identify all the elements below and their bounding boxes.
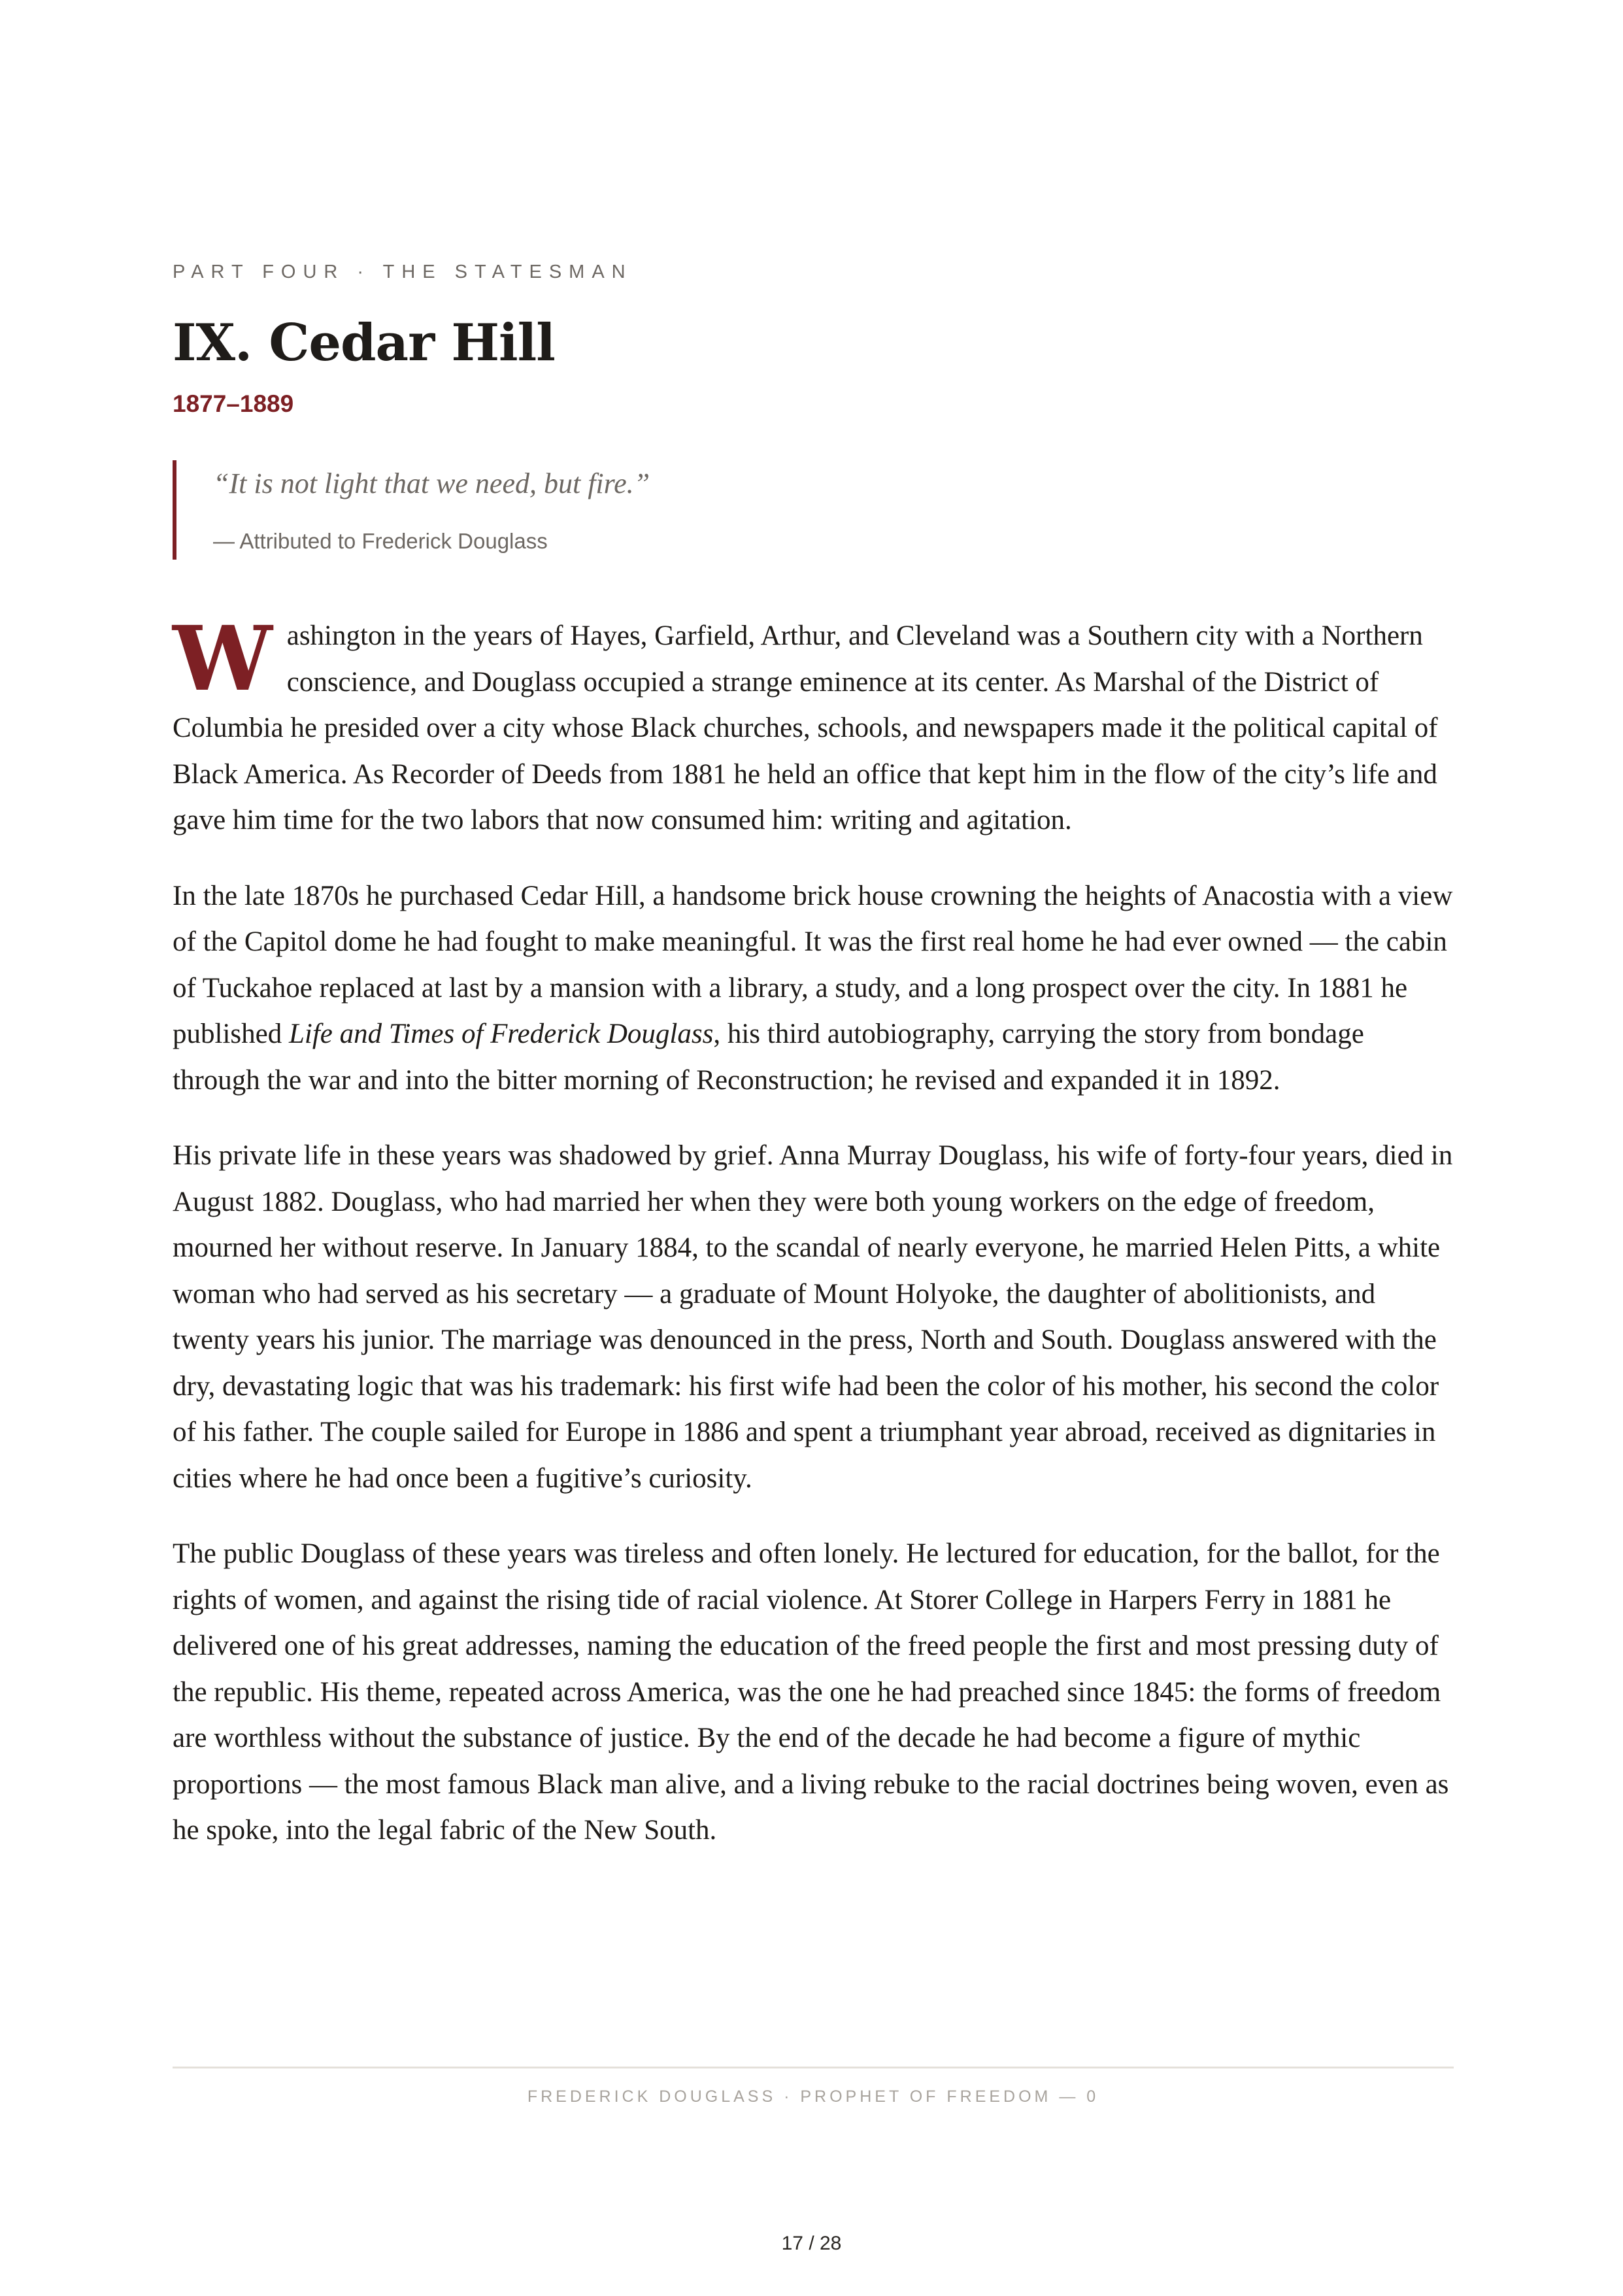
- chapter-title: IX. Cedar Hill: [173, 313, 555, 373]
- epigraph-attribution: — Attributed to Frederick Douglass: [213, 529, 548, 553]
- chapter-content: [173, 259, 1454, 1883]
- running-footer: FREDERICK DOUGLASS · PROPHET OF FREEDOM — 0: [527, 2087, 1099, 2106]
- body-paragraph-1: [173, 607, 1454, 844]
- part-kicker: PART FOUR · THE STATESMAN: [173, 262, 633, 282]
- paragraph-2-text-start: In the late 1870s he purchased Cedar Hill, a handsome brick house crowning the heights of Anacostia with a view of the Capitol dome he had fought to make meaningful. It was the first real home he had ever owned — the cabin of Tuckahoe replaced at last by a mansion with a library, a study, and a long prospect over the city. In 1881 he published: [173, 880, 1453, 1049]
- epigraph: [173, 460, 1454, 560]
- chapter-body: [173, 607, 1454, 1854]
- paragraph-1-text: ashington in the years of Hayes, Garfield, Arthur, and Cleveland was a Southern city with a Northern conscience, and Douglass occupied a strange eminence at its center. As Marshal of the District of Columbia he presided over a city whose Black churches, schools, and newspapers made it the political capital of Black America. As Recorder of Deeds from 1881 he held an office that kept him in the flow of the city’s life and gave him time for the two labors that now consumed him: writing and agitation.: [173, 620, 1438, 836]
- drop-cap: W: [173, 607, 273, 711]
- body-paragraph-2: [173, 873, 1454, 1104]
- page-number: 17 / 28: [781, 2233, 842, 2254]
- body-paragraph-3: His private life in these years was shadowed by grief. Anna Murray Douglass, his wife of forty-four years, died in August 1882. Douglass, who had married her when they were both young workers on the edge of freedom, mourned her without reserve. In January 1884, to the scandal of nearly everyone, he married Helen Pitts, a white woman who had served as his secretary — a graduate of Mount Holyoke, the daughter of abolitionists, and twenty years his junior. The marriage was denounced in the press, North and South. Douglass answered with the dry, devastating logic that was his trademark: his first wife had been the color of his mother, his second the color of his father. The couple sailed for Europe in 1886 and spent a triumphant year abroad, received as dignitaries in cities where he had once been a fugitive’s curiosity.: [173, 1140, 1453, 1494]
- footer-divider: [173, 2067, 1454, 2068]
- book-title-italic: Life and Times of Frederick Douglass: [288, 1019, 714, 1049]
- body-paragraph-4: The public Douglass of these years was tireless and often lonely. He lectured for education, for the ballot, for the rights of women, and against the rising tide of racial violence. At Storer College in Harpers Ferry in 1881 he delivered one of his great addresses, naming the education of the freed people the first and most pressing duty of the republic. His theme, repeated across America, was the one he had preached since 1845: the forms of freedom are worthless without the substance of justice. By the end of the decade he had become a figure of mythic proportions — the most famous Black man alive, and a living rebuke to the racial doctrines being woven, even as he spoke, into the legal fabric of the New South.: [173, 1538, 1449, 1846]
- chapter-dates: 1877–1889: [173, 390, 294, 417]
- paragraph-2-text-end: , his third autobiography, carrying the story from bondage through the war and into the bitter morning of Reconstruction; he revised and expanded it in 1892.: [173, 1019, 1364, 1096]
- epigraph-quote: “It is not light that we need, but fire.”: [213, 467, 650, 499]
